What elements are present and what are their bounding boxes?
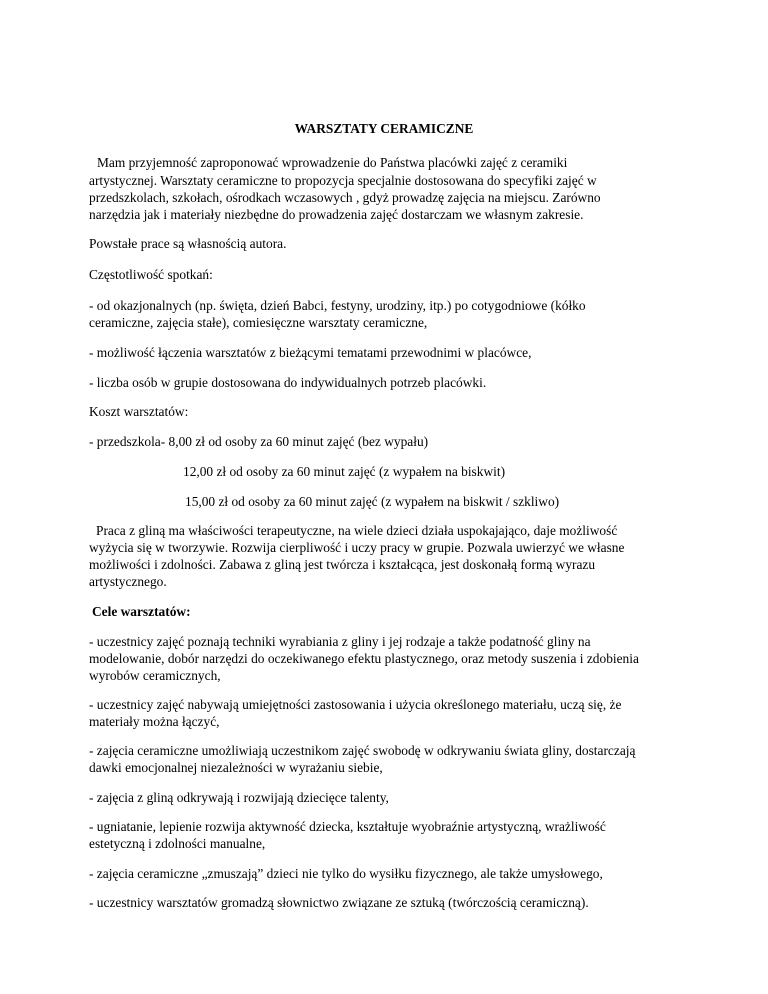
goal-line: - uczestnicy zajęć nabywają umiejętności zastosowania i użycia określonego materiału, uczą się, że: [89, 697, 622, 712]
goal-line: - uczestnicy warsztatów gromadzą słownictwo związane ze sztuką (twórczością ceramiczną).: [89, 895, 589, 910]
goal-line: wyrobów ceramicznych,: [89, 668, 221, 683]
goals-heading: Cele warsztatów:: [92, 604, 191, 619]
frequency-item-line: - od okazjonalnych (np. święta, dzień Babci, festyny, urodziny, itp.) po cotygodniowe (kółko: [89, 298, 586, 313]
goal-line: - uczestnicy zajęć poznają techniki wyrabiania z gliny i jej rodzaje a także podatność gliny na: [89, 634, 591, 649]
goal-line: modelowanie, dobór narzędzi do oczekiwanego efektu plastycznego, oraz metody suszenia i zdobienia: [89, 651, 639, 666]
frequency-item-line: ceramiczne, zajęcia stałe), comiesięczne warsztaty ceramiczne,: [89, 315, 428, 330]
intro-line: narzędzia jak i materiały niezbędne do prowadzenia zajęć dostarczam we własnym zakresie.: [89, 207, 584, 222]
intro-line: przedszkolach, szkołach, ośrodkach wczasowych , gdyż prowadzę zajęcia na miejscu. Zarówno: [89, 190, 601, 205]
goal-line: - zajęcia ceramiczne umożliwiają uczestnikom zajęć swobodę w odkrywaniu świata gliny, dostarczają: [89, 743, 636, 758]
goal-line: dawki emocjonalnej niezależności w wyrażaniu siebie,: [89, 760, 383, 775]
goal-line: - ugniatanie, lepienie rozwija aktywność dziecka, kształtuje wyobraźnie artystyczną, wrażliwość: [89, 819, 606, 834]
frequency-heading: Częstotliwość spotkań:: [89, 267, 213, 282]
cost-line: - przedszkola- 8,00 zł od osoby za 60 minut zajęć (bez wypału): [89, 434, 429, 449]
therapy-line: wyżycia się w tworzywie. Rozwija cierpliwość i uczy pracy w grupie. Pozwala uwierzyć we własne: [89, 540, 625, 555]
frequency-item-line: - liczba osób w grupie dostosowana do indywidualnych potrzeb placówki.: [89, 375, 487, 390]
frequency-item-line: - możliwość łączenia warsztatów z bieżącymi tematami przewodnimi w placówce,: [89, 345, 532, 360]
goal-line: materiały można łączyć,: [89, 714, 220, 729]
goal-line: - zajęcia z gliną odkrywają i rozwijają dziecięce talenty,: [89, 790, 389, 805]
goal-line: estetyczną i zdolności manualne,: [89, 836, 266, 851]
ownership-note: Powstałe prace są własnością autora.: [89, 236, 287, 251]
therapy-line: możliwości i zdolności. Zabawa z gliną jest twórcza i kształcąca, jest doskonałą formą wyrazu: [89, 557, 596, 572]
intro-line: artystycznej. Warsztaty ceramiczne to propozycja specjalnie dostosowana do specyfiki zajęć w: [89, 173, 597, 188]
goal-line: - zajęcia ceramiczne „zmuszają” dzieci nie tylko do wysiłku fizycznego, ale także umysłowego,: [89, 866, 603, 881]
intro-line: Mam przyjemność zaproponować wprowadzenie do Państwa placówki zajęć z ceramiki: [97, 155, 568, 170]
cost-line: 12,00 zł od osoby za 60 minut zajęć (z wypałem na biskwit): [183, 464, 506, 479]
cost-heading: Koszt warsztatów:: [89, 404, 189, 419]
therapy-line: Praca z gliną ma właściwości terapeutyczne, na wiele dzieci działa uspokajająco, daje możliwość: [96, 523, 618, 538]
cost-line: 15,00 zł od osoby za 60 minut zajęć (z wypałem na biskwit / szkliwo): [185, 494, 560, 509]
document-title: WARSZTATY CERAMICZNE: [294, 121, 474, 136]
therapy-line: artystycznego.: [89, 574, 167, 589]
